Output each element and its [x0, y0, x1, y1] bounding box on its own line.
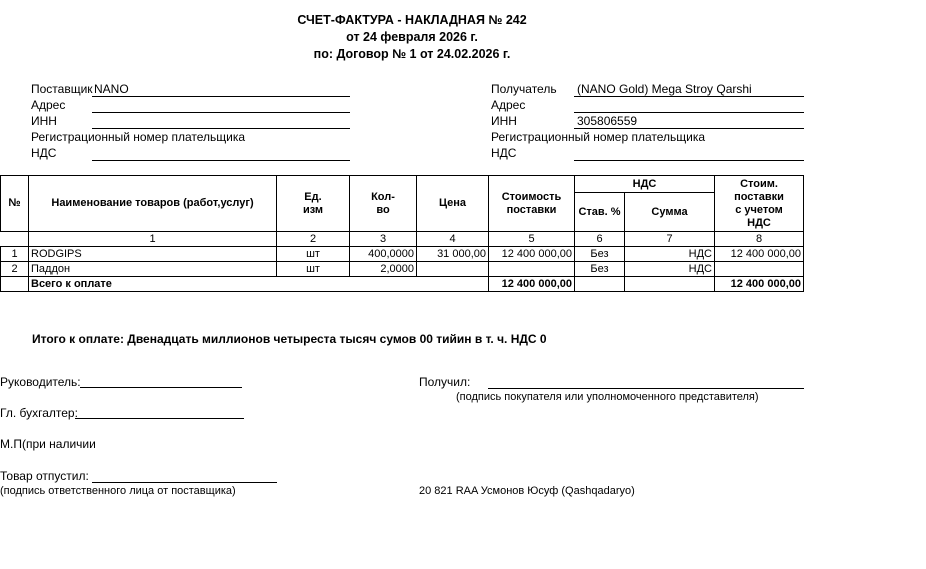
recipient-value: (NANO Gold) Mega Stroy Qarshi [577, 82, 752, 96]
row-cost [489, 262, 575, 277]
supplier-inn-line [92, 128, 350, 129]
column-number-cell: 8 [715, 232, 804, 247]
col-header-vat-rate: Став. % [575, 193, 625, 232]
recipient-address-label: Адрес [491, 98, 526, 112]
row-name: RODGIPS [29, 247, 277, 262]
column-number-row [1, 232, 804, 247]
table-row [1, 247, 804, 262]
invoice-title: СЧЕТ-ФАКТУРА - НАКЛАДНАЯ № 242 [297, 13, 527, 27]
accountant-label: Гл. бухгалтер: [0, 406, 78, 420]
recipient-vat-line [574, 160, 804, 161]
supplier-label: Поставщик [31, 82, 93, 96]
column-number-cell: 2 [277, 232, 350, 247]
column-number-cell: 1 [29, 232, 277, 247]
invoice-contract: по: Договор № 1 от 24.02.2026 г. [313, 47, 511, 61]
row-unit: шт [277, 247, 350, 262]
row-cost: 12 400 000,00 [489, 247, 575, 262]
column-number-cell: 3 [350, 232, 417, 247]
total-empty-cell [1, 277, 29, 292]
col-header-total: Стоим. поставки с учетом НДС [715, 176, 804, 232]
items-table [0, 175, 804, 292]
row-unit: шт [277, 262, 350, 277]
received-label: Получил: [419, 375, 471, 389]
row-vat-sum: НДС [625, 247, 715, 262]
column-number-cell [1, 232, 29, 247]
col-header-unit: Ед. изм [277, 176, 350, 232]
recipient-inn-label: ИНН [491, 114, 517, 128]
recipient-inn-value: 305806559 [577, 114, 638, 128]
supplier-address-label: Адрес [31, 98, 66, 112]
row-total [715, 262, 804, 277]
supplier-address-line [92, 112, 350, 113]
col-header-qty: Кол- во [350, 176, 417, 232]
recipient-label: Получатель [491, 82, 557, 96]
total-row [1, 277, 804, 292]
total-with-vat: 12 400 000,00 [715, 277, 804, 292]
supplier-reg-label: Регистрационный номер плательщика [31, 130, 246, 144]
supplier-vat-line [92, 160, 350, 161]
row-vat-rate: Без [575, 247, 625, 262]
released-sign-line [92, 482, 277, 483]
row-num: 2 [1, 262, 29, 277]
director-sign-line [80, 387, 242, 388]
recipient-line [574, 96, 804, 97]
col-header-num: № [1, 176, 29, 232]
recipient-reg-label: Регистрационный номер плательщика [491, 130, 706, 144]
total-cost: 12 400 000,00 [489, 277, 575, 292]
proxy-info: 20 821 RAA Усмонов Юсуф (Qashqadaryo) [419, 485, 635, 497]
row-vat-rate: Без [575, 262, 625, 277]
col-header-vat-group: НДС [575, 176, 715, 193]
invoice-date: от 24 февраля 2026 г. [346, 30, 478, 44]
row-price: 31 000,00 [417, 247, 489, 262]
director-label: Руководитель: [0, 375, 81, 389]
received-sign-line [488, 388, 804, 389]
col-header-name: Наименование товаров (работ,услуг) [29, 176, 277, 232]
col-header-cost: Стоимость поставки [489, 176, 575, 232]
released-label: Товар отпустил: [0, 469, 89, 483]
row-num: 1 [1, 247, 29, 262]
table-header-row [1, 176, 804, 193]
total-label: Всего к оплате [29, 277, 489, 292]
row-qty: 2,0000 [350, 262, 417, 277]
stamp-label: М.П(при наличии [0, 437, 96, 451]
received-note: (подпись покупателя или уполномоченного представителя) [456, 391, 759, 403]
row-name: Паддон [29, 262, 277, 277]
row-vat-sum: НДС [625, 262, 715, 277]
total-empty-cell [575, 277, 625, 292]
col-header-price: Цена [417, 176, 489, 232]
released-note: (подпись ответственного лица от поставщика) [0, 485, 236, 497]
column-number-cell: 7 [625, 232, 715, 247]
supplier-value: NANO [94, 82, 129, 96]
row-price [417, 262, 489, 277]
row-total: 12 400 000,00 [715, 247, 804, 262]
recipient-inn-line [574, 128, 804, 129]
row-qty: 400,0000 [350, 247, 417, 262]
column-number-cell: 5 [489, 232, 575, 247]
amount-in-words: Итого к оплате: Двенадцать миллионов четыреста тысяч сумов 00 тийин в т. ч. НДС 0 [32, 332, 547, 346]
recipient-address-line [574, 112, 804, 113]
supplier-line [92, 96, 350, 97]
total-empty-cell [625, 277, 715, 292]
recipient-vat-label: НДС [491, 146, 517, 160]
col-header-vat-sum: Сумма [625, 193, 715, 232]
table-row [1, 262, 804, 277]
supplier-vat-label: НДС [31, 146, 57, 160]
column-number-cell: 4 [417, 232, 489, 247]
supplier-inn-label: ИНН [31, 114, 57, 128]
column-number-cell: 6 [575, 232, 625, 247]
accountant-sign-line [75, 418, 244, 419]
